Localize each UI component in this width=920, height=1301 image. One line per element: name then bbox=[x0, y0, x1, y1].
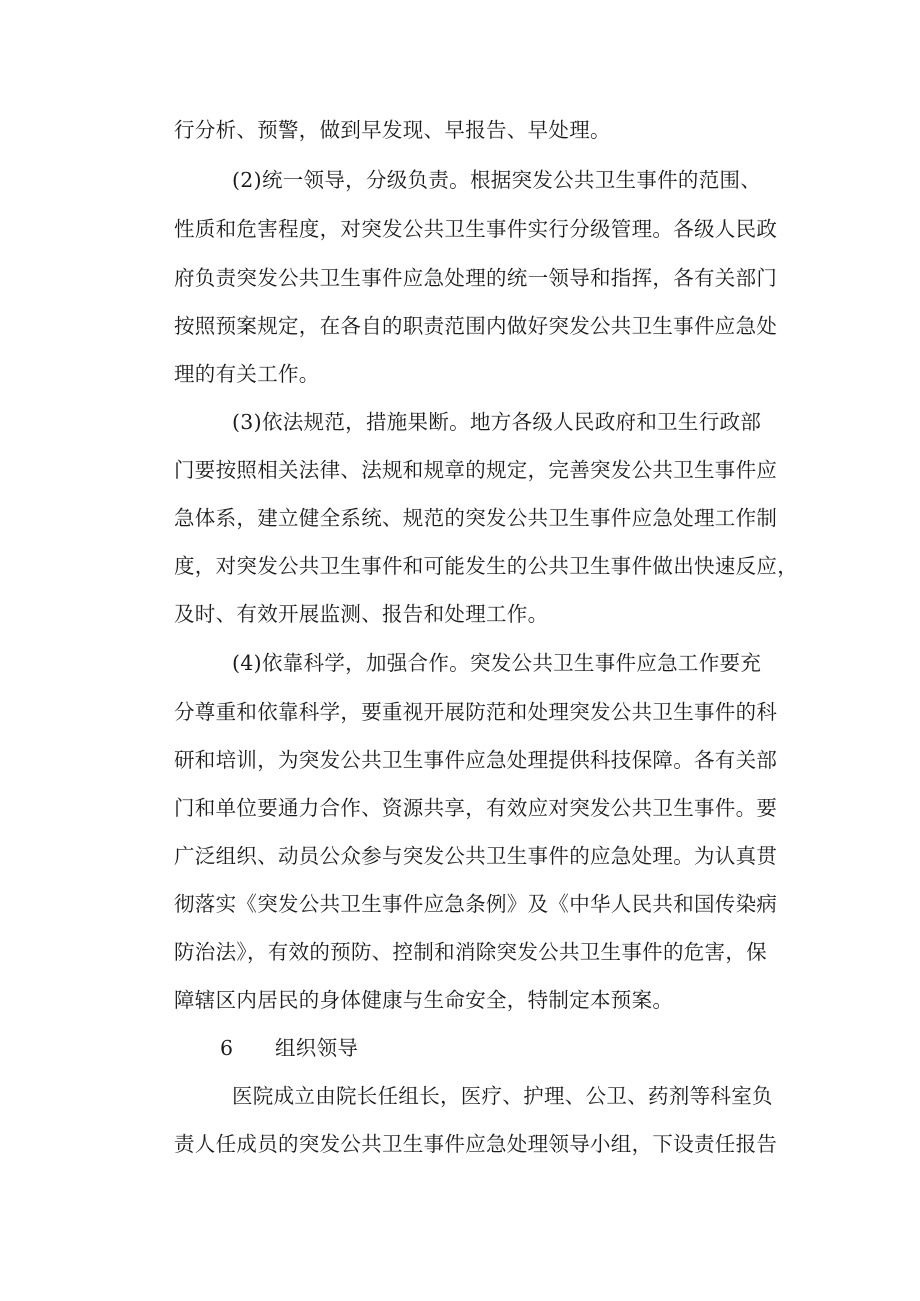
text-line: 急体系，建立健全系统、规范的突发公共卫生事件应急处理工作制 bbox=[174, 506, 778, 530]
section-number: 6 bbox=[220, 1036, 234, 1060]
text-line: 及时、有效开展监测、报告和处理工作。 bbox=[174, 602, 549, 626]
text-line: 行分析、预警，做到早发现、早报告、早处理。 bbox=[174, 118, 611, 142]
text-line: 府负责突发公共卫生事件应急处理的统一领导和指挥，各有关部门 bbox=[174, 266, 778, 290]
text-line: 彻落实《突发公共卫生事件应急条例》及《中华人民共和国传染病 bbox=[174, 892, 778, 916]
text-line: (3)依法规范，措施果断。地方各级人民政府和卫生行政部 bbox=[232, 410, 762, 434]
text-line: 责人任成员的突发公共卫生事件应急处理领导小组，下设责任报告 bbox=[174, 1132, 778, 1156]
text-line: 度，对突发公共卫生事件和可能发生的公共卫生事件做出快速反应， bbox=[174, 554, 798, 578]
text-line: 性质和危害程度，对突发公共卫生事件实行分级管理。各级人民政 bbox=[174, 217, 778, 241]
text-line: 分尊重和依靠科学，要重视开展防范和处理突发公共卫生事件的科 bbox=[174, 700, 778, 724]
text-line: (4)依靠科学，加强合作。突发公共卫生事件应急工作要充 bbox=[232, 651, 762, 675]
text-line: 医院成立由院长任组长，医疗、护理、公卫、药剂等科室负 bbox=[232, 1084, 773, 1108]
text-line: 障辖区内居民的身体健康与生命安全，特制定本预案。 bbox=[174, 988, 674, 1012]
text-line: (2)统一领导，分级负责。根据突发公共卫生事件的范围、 bbox=[232, 168, 762, 192]
text-line: 研和培训，为突发公共卫生事件应急处理提供科技保障。各有关部 bbox=[174, 748, 778, 772]
text-line: 按照预案规定，在各自的职责范围内做好突发公共卫生事件应急处 bbox=[174, 314, 778, 338]
text-line: 门要按照相关法律、法规和规章的规定，完善突发公共卫生事件应 bbox=[174, 458, 778, 482]
section-title: 组织领导 bbox=[275, 1036, 359, 1060]
text-line: 理的有关工作。 bbox=[174, 362, 320, 386]
text-line: 广泛组织、动员公众参与突发公共卫生事件的应急处理。为认真贯 bbox=[174, 844, 778, 868]
text-line: 防治法》，有效的预防、控制和消除突发公共卫生事件的危害，保 bbox=[174, 940, 767, 964]
text-line: 门和单位要通力合作、资源共享，有效应对突发公共卫生事件。要 bbox=[174, 796, 778, 820]
